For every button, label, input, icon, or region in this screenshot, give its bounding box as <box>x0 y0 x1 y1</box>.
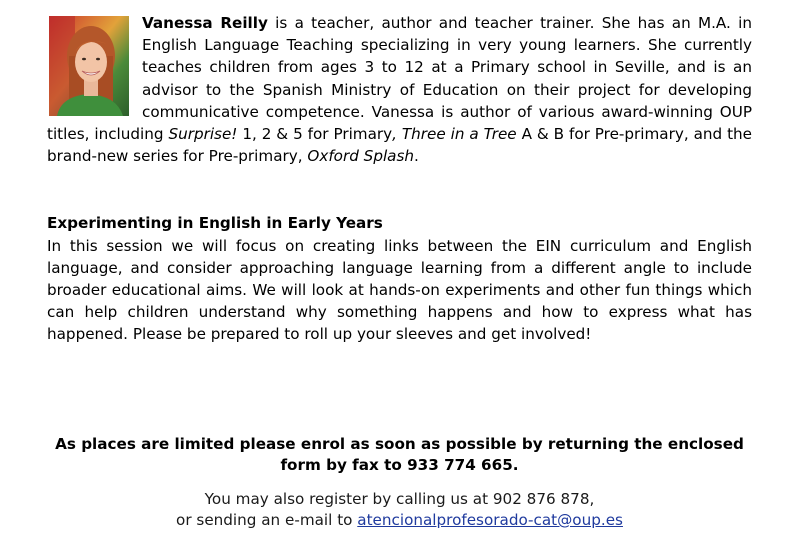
session-section <box>47 212 752 345</box>
portrait-photo-icon <box>49 16 129 116</box>
bio-text-3: A & B for Pre-primary, and the brand-new series for Pre-primary, <box>47 125 752 166</box>
contact-phone-line: You may also register by calling us at 902 876 878, <box>204 490 595 508</box>
book-title-three-in-a-tree: , Three in a Tree <box>392 125 517 144</box>
book-title-surprise: Surprise! <box>168 125 238 144</box>
session-title: Experimenting in English in Early Years <box>47 214 383 233</box>
author-name: Vanessa Reilly <box>142 14 268 32</box>
enrol-notice-line-2: form by fax to 933 774 665. <box>280 456 519 474</box>
enrol-notice-line-1: As places are limited please enrol as soon as possible by returning the enclosed <box>55 435 744 453</box>
author-photo <box>49 16 129 116</box>
contact-email-link[interactable]: atencionalprofesorado-cat@oup.es <box>357 511 623 529</box>
book-title-oxford-splash: Oxford Splash <box>307 147 415 166</box>
contact-email-line <box>47 510 752 531</box>
bio-text-1: is a teacher, author and teacher trainer. She has an M.A. in English Language Teaching specializing in very young learners. She currently teaches children from ages 3 to 12 at a Primary school in Seville, and is an advisor to the Spanish Ministry of Education on their project for developing communicative competence. Vanessa is author of various award-winning OUP titles, including <box>47 14 752 144</box>
author-bio <box>47 12 752 167</box>
session-description: In this session we will focus on creating links between the EIN curriculum and English language, and consider approaching language learning from a different angle to include broader educational aims. We will look at hands-on experiments and other fun things which can help children understand why something happens and how to express what has happened. Please be prepared to roll up your sleeves and get involved! <box>47 236 752 344</box>
bio-text-4: . <box>414 147 419 166</box>
contact-info <box>47 489 752 531</box>
contact-email-prefix: or sending an e-mail to <box>176 511 358 529</box>
bio-text-2: 1, 2 & 5 for Primary <box>237 125 393 144</box>
document-page <box>47 12 752 529</box>
enrol-notice <box>47 434 752 476</box>
